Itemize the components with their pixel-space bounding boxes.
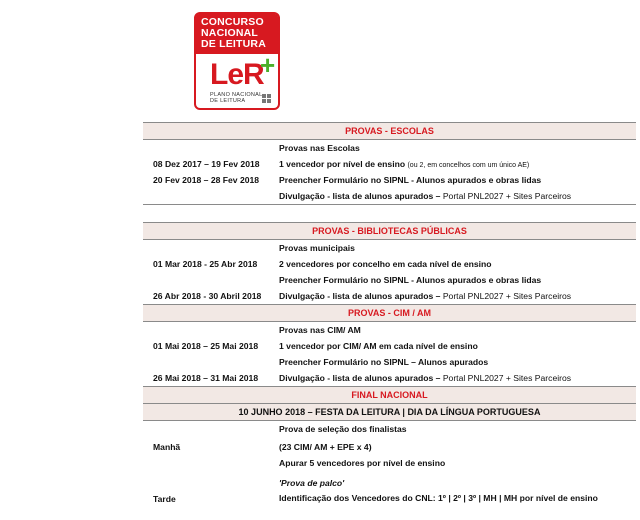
row-date: 26 Abr 2018 - 30 Abril 2018 [153, 291, 262, 301]
row-note: Portal PNL2027 + Sites Parceiros [442, 373, 572, 383]
row-note: (ou 2, em concelhos com um único AE) [407, 162, 530, 169]
table-row [143, 455, 636, 471]
row-description: Divulgação - lista de alunos apurados – Portal PNL2027 + Sites Parceiros [279, 291, 572, 301]
row-description: Prova de seleção dos finalistas [279, 424, 407, 434]
row-description: 'Prova de palco' [279, 478, 345, 488]
row-note: Portal PNL2027 + Sites Parceiros [442, 291, 572, 301]
calendar-table [143, 122, 636, 511]
section-title-escolas: PROVAS - ESCOLAS [143, 122, 636, 140]
final-subtitle: 10 JUNHO 2018 – FESTA DA LEITURA | DIA DA LÍNGUA PORTUGUESA [143, 404, 636, 421]
row-description: Preencher Formulário no SIPNL - Alunos apurados e obras lidas [279, 275, 542, 285]
row-description: Identificação dos Vencedores do CNL: 1º | 2º | 3º | MH | MH por nível de ensino [279, 493, 598, 503]
concurso-logo [194, 12, 280, 110]
table-row [143, 272, 636, 288]
row-date: 20 Fev 2018 – 28 Fev 2018 [153, 175, 260, 185]
row-period: Manhã [153, 442, 181, 452]
logo-sub-2: DE LEITURA [210, 98, 246, 104]
logo-brand: LeR [210, 58, 264, 91]
table-row [143, 322, 636, 338]
logo-plus: + [260, 50, 276, 80]
row-description: 1 vencedor por CIM/ AM em cada nível de ensino [279, 341, 478, 351]
row-description: Provas municipais [279, 243, 355, 253]
row-description: 1 vencedor por nível de ensino (ou 2, em concelhos com um único AE) [279, 159, 530, 169]
table-row [143, 439, 636, 455]
section-title-cim: PROVAS - CIM / AM [143, 304, 636, 322]
row-description: Preencher Formulário no SIPNL – Alunos apurados [279, 357, 489, 367]
row-date: 01 Mai 2018 – 25 Mai 2018 [153, 341, 259, 351]
section-gap [143, 204, 636, 222]
table-row [143, 256, 636, 272]
row-date: 08 Dez 2017 – 19 Fev 2018 [153, 159, 260, 169]
row-description: Divulgação - lista de alunos apurados – Portal PNL2027 + Sites Parceiros [279, 191, 572, 201]
table-row [143, 421, 636, 439]
table-row [143, 491, 636, 511]
table-row [143, 240, 636, 256]
row-description: Divulgação - lista de alunos apurados – Portal PNL2027 + Sites Parceiros [279, 373, 572, 383]
table-row [143, 288, 636, 304]
row-date: 26 Mai 2018 – 31 Mai 2018 [153, 373, 259, 383]
row-description: Provas nas CIM/ AM [279, 325, 361, 335]
table-row [143, 188, 636, 204]
row-description: Provas nas Escolas [279, 143, 360, 153]
row-description: (23 CIM/ AM + EPE x 4) [279, 442, 372, 452]
row-description: Apurar 5 vencedores por nível de ensino [279, 458, 446, 468]
logo-line-3: DE LEITURA [201, 38, 266, 50]
row-description: Preencher Formulário no SIPNL - Alunos apurados e obras lidas [279, 175, 542, 185]
logo-grid-icon [262, 94, 272, 104]
logo-subtitle [210, 92, 263, 104]
logo-sub-1: PLANO NACIONAL [210, 92, 263, 98]
table-row [143, 156, 636, 172]
table-row [143, 172, 636, 188]
logo-line-2: NACIONAL [201, 27, 259, 39]
section-title-final: FINAL NACIONAL [143, 386, 636, 404]
table-row [143, 475, 636, 491]
logo-line-1: CONCURSO [201, 16, 264, 28]
section-title-bibliotecas: PROVAS - BIBLIOTECAS PÚBLICAS [143, 222, 636, 240]
row-note: Portal PNL2027 + Sites Parceiros [442, 191, 572, 201]
table-row [143, 140, 636, 156]
table-row [143, 354, 636, 370]
table-row [143, 370, 636, 386]
logo-title-block [196, 14, 278, 54]
table-row [143, 338, 636, 354]
row-date: 01 Mar 2018 - 25 Abr 2018 [153, 259, 258, 269]
row-description: 2 vencedores por concelho em cada nível de ensino [279, 259, 492, 269]
row-period: Tarde [153, 494, 176, 504]
